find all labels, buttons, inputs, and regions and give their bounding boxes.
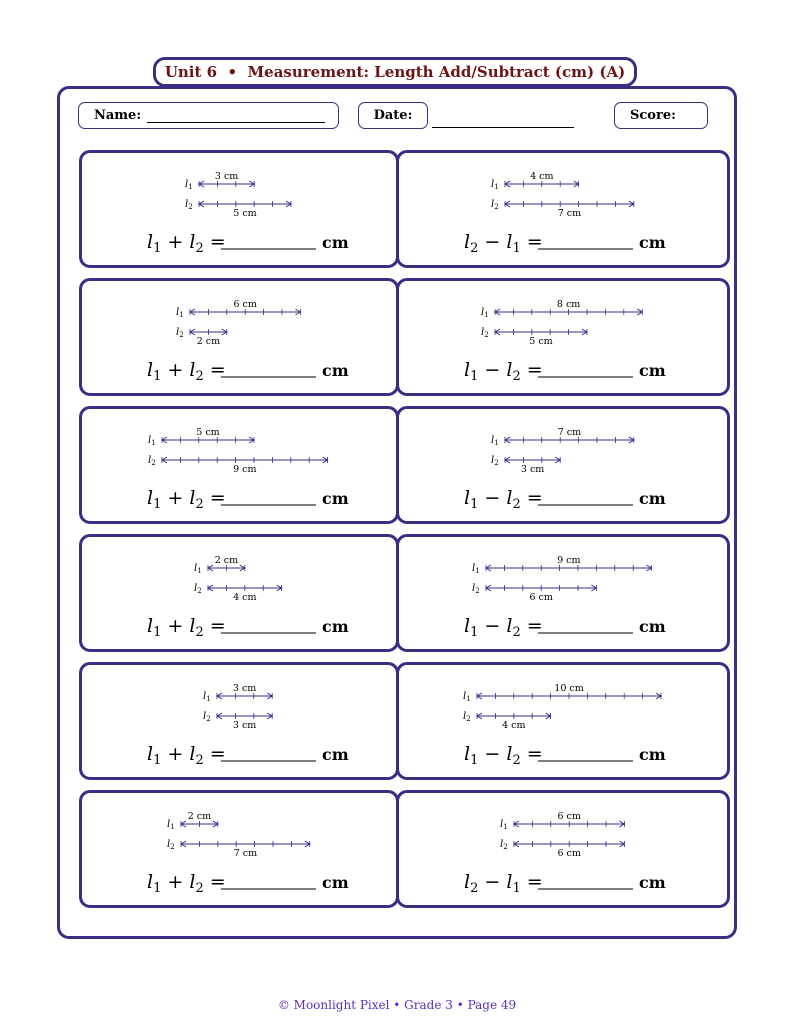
length-label: 7 cm xyxy=(557,427,582,438)
problem-figure xyxy=(396,790,730,908)
length-label: 3 cm xyxy=(214,171,239,182)
length-label: 3 cm xyxy=(232,720,257,731)
problem-card xyxy=(79,534,399,652)
segment-l2 xyxy=(481,327,587,347)
problem-figure xyxy=(79,406,399,524)
problem-card xyxy=(79,790,399,908)
unit-label: cm xyxy=(322,361,349,380)
equation: $l_1 - l_2$ = xyxy=(464,615,543,640)
segment-l1 xyxy=(176,299,300,319)
unit-label: cm xyxy=(639,873,666,892)
segment-name: $l_1$ xyxy=(472,563,480,575)
segment-l2 xyxy=(176,327,227,347)
segment-name: $l_2$ xyxy=(167,839,175,851)
segment-name: $l_2$ xyxy=(500,839,508,851)
problem-card xyxy=(396,278,730,396)
problem-figure xyxy=(79,790,399,908)
segment-name: $l_2$ xyxy=(148,455,156,467)
problem-card xyxy=(396,790,730,908)
segment-l1 xyxy=(500,811,624,831)
segment-name: $l_1$ xyxy=(491,435,499,447)
length-label: 4 cm xyxy=(233,592,257,603)
segment-l2 xyxy=(500,839,624,859)
worksheet-title-text: Unit 6 • Measurement: Length Add/Subtract (cm) (A) xyxy=(164,63,626,81)
segment-l2 xyxy=(472,583,596,603)
name-box[interactable] xyxy=(78,102,339,129)
segment-name: $l_1$ xyxy=(463,691,471,703)
length-label: 2 cm xyxy=(187,811,212,822)
segment-name: $l_1$ xyxy=(500,819,508,831)
equation: $l_2 - l_1$ = xyxy=(464,231,543,256)
segment-l2 xyxy=(148,455,328,475)
date-label: Date: xyxy=(373,108,413,123)
segment-l1 xyxy=(463,683,661,703)
problem-figure xyxy=(79,150,399,268)
equation: $l_1 - l_2$ = xyxy=(464,487,543,512)
problem-card xyxy=(79,150,399,268)
segment-name: $l_1$ xyxy=(491,179,499,191)
equation: $l_1 + l_2$ = xyxy=(147,487,226,512)
segment-name: $l_1$ xyxy=(194,563,202,575)
segment-name: $l_2$ xyxy=(481,327,489,339)
unit-label: cm xyxy=(639,361,666,380)
segment-l2 xyxy=(491,199,634,219)
segment-l1 xyxy=(491,171,579,191)
problem-figure xyxy=(79,534,399,652)
segment-l1 xyxy=(491,427,634,447)
problem-card xyxy=(79,406,399,524)
unit-label: cm xyxy=(322,489,349,508)
problem-card xyxy=(396,406,730,524)
problem-figure xyxy=(396,406,730,524)
length-label: 4 cm xyxy=(530,171,554,182)
footer: © Moonlight Pixel • Grade 3 • Page 49 xyxy=(277,998,517,1012)
name-label: Name: xyxy=(94,108,142,123)
segment-name: $l_1$ xyxy=(148,435,156,447)
segment-l1 xyxy=(167,811,218,831)
problem-figure xyxy=(79,278,399,396)
problem-card xyxy=(396,534,730,652)
segment-name: $l_2$ xyxy=(194,583,202,595)
segment-name: $l_2$ xyxy=(491,199,499,211)
segment-l1 xyxy=(148,427,254,447)
unit-label: cm xyxy=(639,233,666,252)
equation: $l_1 + l_2$ = xyxy=(147,359,226,384)
date-line[interactable] xyxy=(432,127,574,128)
segment-name: $l_2$ xyxy=(472,583,480,595)
problem-figure xyxy=(396,278,730,396)
length-label: 7 cm xyxy=(557,208,582,219)
length-label: 9 cm xyxy=(233,464,257,475)
length-label: 10 cm xyxy=(554,683,584,694)
segment-l2 xyxy=(167,839,310,859)
segment-l2 xyxy=(203,711,272,731)
equation: $l_1 - l_2$ = xyxy=(464,359,543,384)
equation: $l_1 + l_2$ = xyxy=(147,871,226,896)
score-label: Score: xyxy=(630,108,676,123)
problem-card xyxy=(396,662,730,780)
length-label: 9 cm xyxy=(557,555,581,566)
length-label: 7 cm xyxy=(233,848,258,859)
length-label: 5 cm xyxy=(233,208,257,219)
length-label: 5 cm xyxy=(196,427,220,438)
unit-label: cm xyxy=(322,873,349,892)
length-label: 3 cm xyxy=(520,464,545,475)
segment-l2 xyxy=(185,199,291,219)
length-label: 6 cm xyxy=(557,848,581,859)
segment-name: $l_2$ xyxy=(491,455,499,467)
equation: $l_1 + l_2$ = xyxy=(147,743,226,768)
problem-figure xyxy=(396,662,730,780)
name-line[interactable] xyxy=(147,108,325,123)
unit-label: cm xyxy=(322,617,349,636)
segment-name: $l_2$ xyxy=(203,711,211,723)
length-label: 8 cm xyxy=(556,299,581,310)
unit-label: cm xyxy=(322,745,349,764)
segment-l1 xyxy=(185,171,254,191)
segment-name: $l_1$ xyxy=(167,819,175,831)
unit-label: cm xyxy=(639,489,666,508)
problem-card xyxy=(79,278,399,396)
segment-name: $l_1$ xyxy=(185,179,193,191)
segment-l1 xyxy=(203,683,272,703)
segment-l1 xyxy=(472,555,652,575)
problem-figure xyxy=(79,662,399,780)
equation: $l_1 + l_2$ = xyxy=(147,615,226,640)
length-label: 4 cm xyxy=(502,720,526,731)
score-box[interactable] xyxy=(614,102,708,129)
length-label: 6 cm xyxy=(529,592,553,603)
length-label: 6 cm xyxy=(557,811,581,822)
length-label: 5 cm xyxy=(529,336,553,347)
segment-name: $l_2$ xyxy=(463,711,471,723)
segment-name: $l_1$ xyxy=(203,691,211,703)
segment-l1 xyxy=(481,299,642,319)
equation: $l_2 - l_1$ = xyxy=(464,871,543,896)
segment-name: $l_2$ xyxy=(176,327,184,339)
equation: $l_1 + l_2$ = xyxy=(147,231,226,256)
segment-l1 xyxy=(194,555,245,575)
segment-name: $l_1$ xyxy=(481,307,489,319)
segment-name: $l_1$ xyxy=(176,307,184,319)
length-label: 3 cm xyxy=(232,683,257,694)
length-label: 2 cm xyxy=(214,555,239,566)
problem-card xyxy=(396,150,730,268)
unit-label: cm xyxy=(639,745,666,764)
segment-l2 xyxy=(194,583,282,603)
length-label: 2 cm xyxy=(196,336,221,347)
problem-figure xyxy=(396,150,730,268)
date-box xyxy=(358,102,428,129)
equation: $l_1 - l_2$ = xyxy=(464,743,543,768)
length-label: 6 cm xyxy=(233,299,257,310)
problem-figure xyxy=(396,534,730,652)
segment-l2 xyxy=(463,711,551,731)
worksheet-title xyxy=(153,57,637,87)
segment-name: $l_2$ xyxy=(185,199,193,211)
unit-label: cm xyxy=(322,233,349,252)
unit-label: cm xyxy=(639,617,666,636)
segment-l2 xyxy=(491,455,560,475)
problem-card xyxy=(79,662,399,780)
